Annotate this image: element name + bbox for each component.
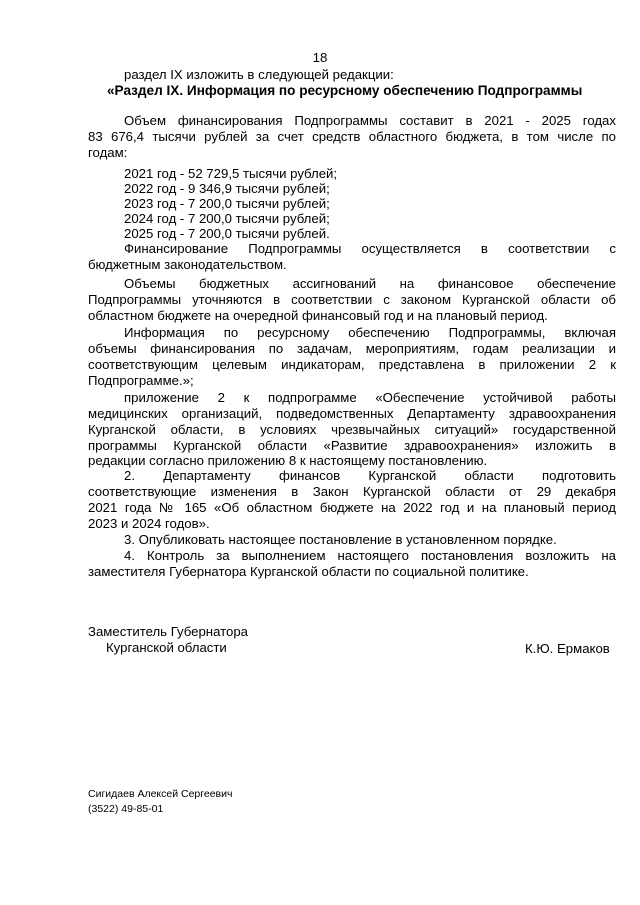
funding-line-2: 83 676,4 тысячи рублей за счет средств областного бюджета, в том числе по xyxy=(88,129,616,144)
signature-name: К.Ю. Ермаков xyxy=(525,641,610,656)
intro-line: раздел IX изложить в следующей редакции: xyxy=(124,67,394,82)
item4-line-2: заместителя Губернатора Курганской области по социальной политике. xyxy=(88,564,529,579)
info-line-3: соответствующим целевым индикаторам, представлена в приложении 2 к xyxy=(88,357,616,372)
info-line-2: объемы финансирования по задачам, мероприятиям, годам реализации и xyxy=(88,341,616,356)
signature-position-2: Курганской области xyxy=(106,640,227,655)
appendix-line-3: Курганской области, в условиях чрезвычайных ситуаций» государственной xyxy=(88,422,616,437)
page-number: 18 xyxy=(312,50,328,65)
appendix-line-4: программы Курганской области «Развитие здравоохранения» изложить в xyxy=(88,438,616,453)
year-2023: 2023 год - 7 200,0 тысячи рублей; xyxy=(124,196,330,211)
volumes-line-2: Подпрограммы уточняются в соответствии с законом Курганской области об xyxy=(88,292,616,307)
executor-name: Сигидаев Алексей Сергеевич xyxy=(88,788,233,800)
info-line-4: Подпрограмме.»; xyxy=(88,373,194,388)
funding-line-1: Объем финансирования Подпрограммы составит в 2021 - 2025 годах xyxy=(124,113,616,128)
signature-position-1: Заместитель Губернатора xyxy=(88,624,249,639)
volumes-line-3: областном бюджете на очередной финансовый год и на плановый период. xyxy=(88,308,548,323)
appendix-line-2: медицинских организаций, подведомственных Департаменту здравоохранения xyxy=(88,406,616,421)
item2-line-3: 2021 года № 165 «Об областном бюджете на 2022 год и на плановый период xyxy=(88,500,616,515)
volumes-line-1: Объемы бюджетных ассигнований на финансовое обеспечение xyxy=(124,276,616,291)
year-2025: 2025 год - 7 200,0 тысячи рублей. xyxy=(124,226,330,241)
financing-line-1: Финансирование Подпрограммы осуществляется в соответствии с xyxy=(124,241,616,256)
item2-line-1: 2. Департаменту финансов Курганской области подготовить xyxy=(124,468,616,483)
item4-line-1: 4. Контроль за выполнением настоящего постановления возложить на xyxy=(124,548,616,563)
year-2022: 2022 год - 9 346,9 тысячи рублей; xyxy=(124,181,330,196)
year-2021: 2021 год - 52 729,5 тысячи рублей; xyxy=(124,166,338,181)
info-line-1: Информация по ресурсному обеспечению Подпрограммы, включая xyxy=(124,325,616,340)
section-title: «Раздел IX. Информация по ресурсному обеспечению Подпрограммы xyxy=(107,83,583,98)
executor-phone: (3522) 49-85-01 xyxy=(88,803,164,815)
item3-line: 3. Опубликовать настоящее постановление в установленном порядке. xyxy=(124,532,557,547)
appendix-line-5: редакции согласно приложению 8 к настоящему постановлению. xyxy=(88,453,488,468)
funding-line-3: годам: xyxy=(88,145,128,160)
item2-line-2: соответствующие изменения в Закон Курганской области от 29 декабря xyxy=(88,484,616,499)
item2-line-4: 2023 и 2024 годов». xyxy=(88,516,210,531)
appendix-line-1: приложение 2 к подпрограмме «Обеспечение устойчивой работы xyxy=(124,390,616,405)
financing-line-2: бюджетным законодательством. xyxy=(88,257,287,272)
year-2024: 2024 год - 7 200,0 тысячи рублей; xyxy=(124,211,330,226)
